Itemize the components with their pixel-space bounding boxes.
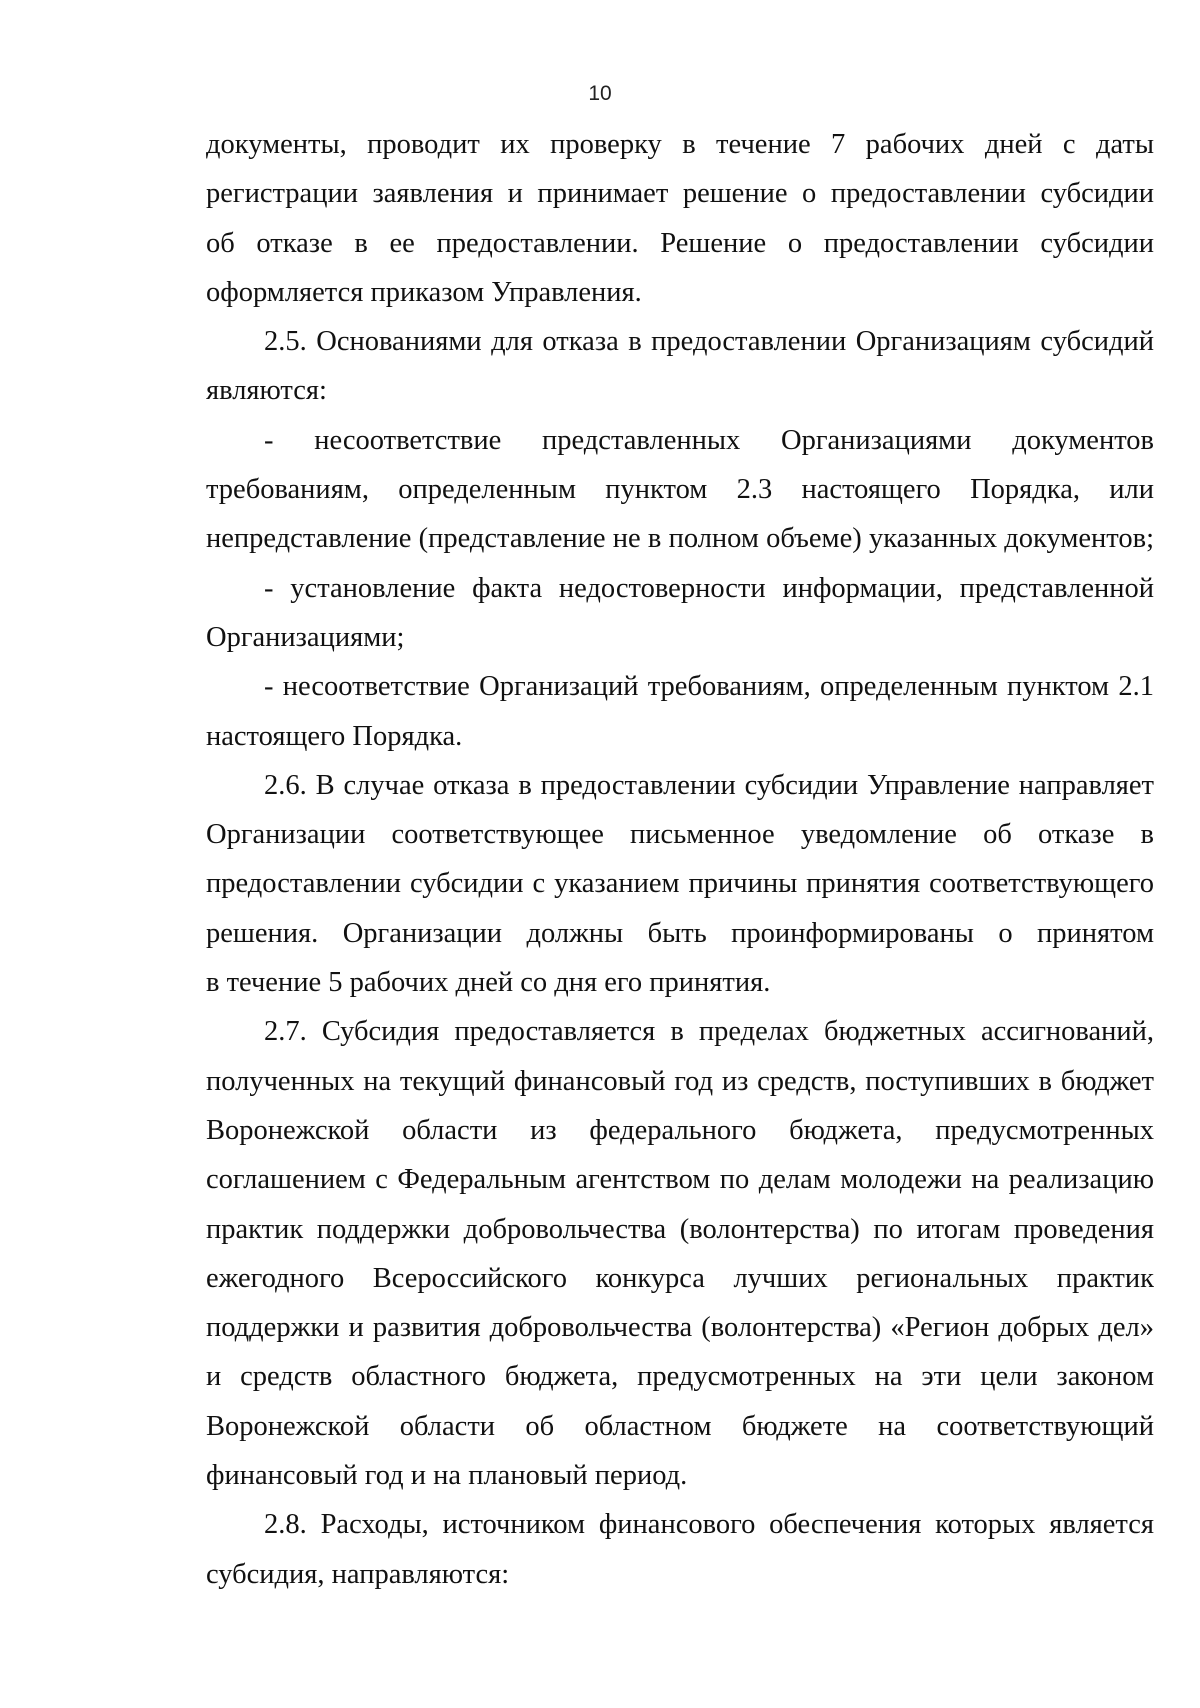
text-line: являются: bbox=[206, 375, 327, 407]
text-line: практик поддержки добровольчества (волонтерства) по итогам проведения bbox=[206, 1213, 1154, 1245]
text-line: субсидия, направляются: bbox=[206, 1558, 510, 1590]
text-line: Организациями; bbox=[206, 621, 405, 653]
text-line: 2.8. Расходы, источником финансового обеспечения которых является bbox=[264, 1509, 1154, 1541]
text-line: - установление факта недостоверности информации, представленной bbox=[264, 572, 1154, 604]
text-line: настоящего Порядка. bbox=[206, 720, 463, 752]
text-line: регистрации заявления и принимает решение о предоставлении субсидии bbox=[206, 178, 1154, 210]
text-line: документы, проводит их проверку в течение 7 рабочих дней с даты bbox=[206, 129, 1154, 160]
text-line: 2.7. Субсидия предоставляется в пределах бюджетных ассигнований, bbox=[264, 1016, 1154, 1048]
text-line: решения. Организации должны быть проинформированы о принятом bbox=[206, 917, 1154, 949]
text-line: поддержки и развития добровольчества (волонтерства) «Регион добрых дел» bbox=[206, 1312, 1154, 1344]
text-line: об отказе в ее предоставлении. Решение о предоставлении субсидии bbox=[206, 227, 1154, 259]
text-line: - несоответствие представленных Организациями документов bbox=[264, 424, 1154, 456]
text-line: Воронежской области об областном бюджете на соответствующий bbox=[206, 1410, 1154, 1442]
document-body bbox=[206, 120, 1154, 1599]
text-line: Воронежской области из федерального бюджета, предусмотренных bbox=[206, 1114, 1154, 1146]
text-line: и средств областного бюджета, предусмотренных на эти цели законом bbox=[206, 1361, 1154, 1393]
text-line: - несоответствие Организаций требованиям, определенным пунктом 2.1 bbox=[264, 671, 1154, 703]
text-line: финансовый год и на плановый период. bbox=[206, 1460, 688, 1492]
text-line: оформляется приказом Управления. bbox=[206, 276, 642, 308]
text-line: предоставлении субсидии с указанием причины принятия соответствующего bbox=[206, 868, 1154, 900]
page-number: 10 bbox=[588, 82, 612, 105]
text-line: требованиям, определенным пунктом 2.3 настоящего Порядка, или bbox=[206, 474, 1154, 506]
text-line: непредставление (представление не в полном объеме) указанных документов; bbox=[206, 523, 1154, 555]
text-line: 2.6. В случае отказа в предоставлении субсидии Управление направляет bbox=[264, 769, 1154, 801]
text-line: 2.5. Основаниями для отказа в предоставлении Организациям субсидий bbox=[264, 326, 1154, 358]
text-line: Организации соответствующее письменное уведомление об отказе в bbox=[206, 819, 1154, 851]
text-line: полученных на текущий финансовый год из средств, поступивших в бюджет bbox=[206, 1065, 1154, 1097]
text-line: в течение 5 рабочих дней со дня его принятия. bbox=[206, 967, 771, 999]
text-line: ежегодного Всероссийского конкурса лучших региональных практик bbox=[206, 1262, 1154, 1294]
text-line: соглашением с Федеральным агентством по делам молодежи на реализацию bbox=[206, 1164, 1154, 1196]
